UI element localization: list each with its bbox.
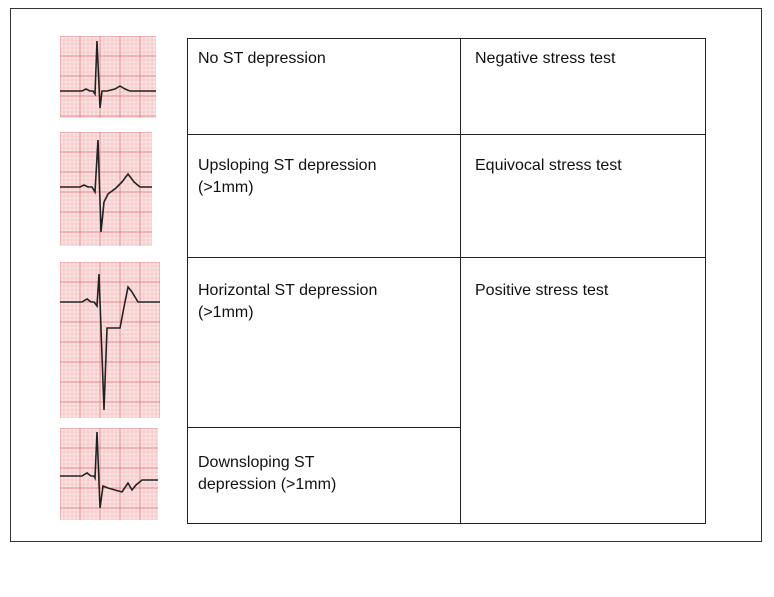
ecg-strip-downsloping — [60, 428, 158, 520]
test-result-equivocal: Equivocal stress test — [475, 157, 622, 174]
test-result-positive: Positive stress test — [475, 282, 609, 299]
st-depression-table — [187, 38, 706, 524]
ecg-graph — [60, 428, 158, 520]
ecg-graph — [60, 132, 152, 246]
grid-bg — [60, 428, 158, 520]
ecg-graph — [60, 262, 160, 418]
row-divider — [188, 257, 705, 258]
ecg-finding-no-st: No ST depression — [198, 50, 326, 67]
ecg-strip-no-st-depression — [60, 36, 156, 118]
ecg-finding-downsloping: Downsloping ST depression (>1mm) — [198, 454, 337, 493]
row-divider — [188, 134, 705, 135]
ecg-graph — [60, 36, 156, 118]
grid-bg — [60, 262, 160, 418]
row-divider — [188, 427, 461, 428]
ecg-finding-horizontal: Horizontal ST depression (>1mm) — [198, 282, 378, 321]
column-divider — [460, 39, 461, 523]
ecg-strip-horizontal — [60, 262, 160, 418]
ecg-strip-upsloping — [60, 132, 152, 246]
test-result-negative: Negative stress test — [475, 50, 616, 67]
grid-bg — [60, 132, 152, 246]
ecg-finding-upsloping: Upsloping ST depression (>1mm) — [198, 157, 377, 196]
